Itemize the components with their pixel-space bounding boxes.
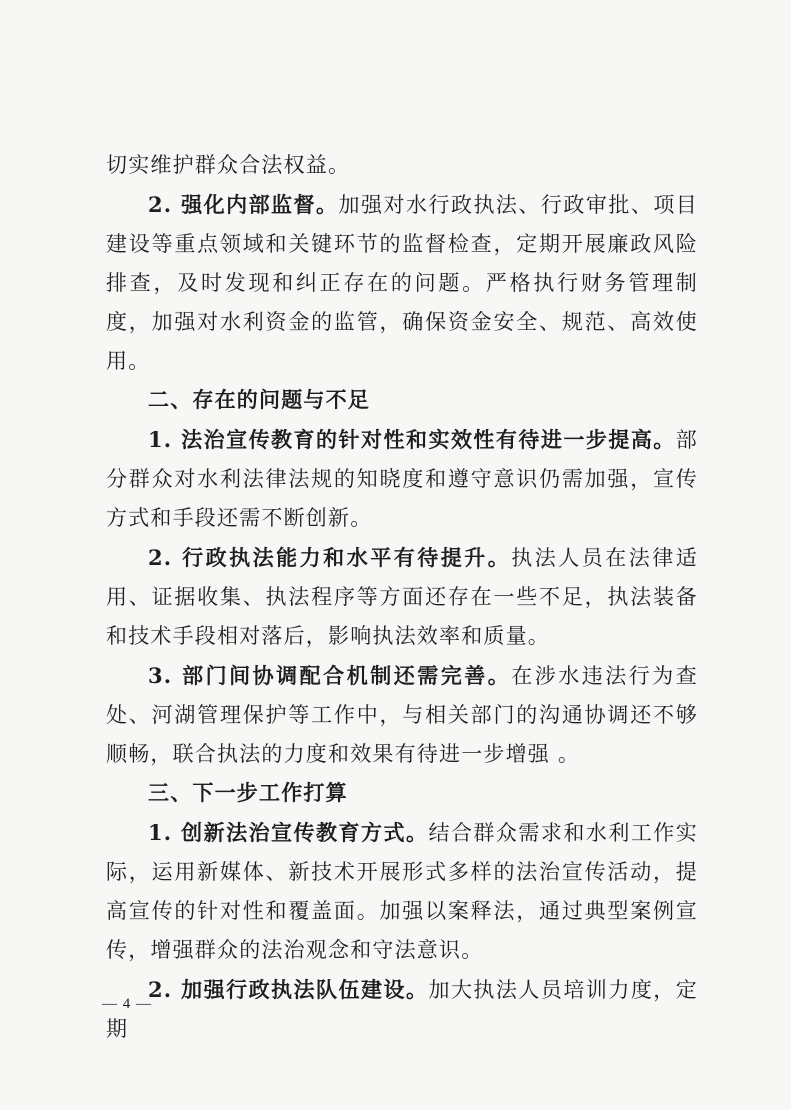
paragraph-text: 结合群众需求和水利工作实际，运用新媒体、新技术开展形式多样的法治宣传活动，提高宣传的针对性和覆盖面。加强以案释法，通过典型案例宣传，增强群众的法治观念和守法意识。 [106,821,698,962]
paragraph-continuation [106,146,698,185]
paragraph-text: 切实维护群众合法权益。 [106,153,351,177]
paragraph-text: 执法人员在法律适用、证据收集、执法程序等方面还存在一些不足，执法装备和技术手段相对落后，影响执法效率和质量。 [106,546,698,648]
section-heading-problems: 二、存在的问题与不足 [148,388,370,412]
paragraph-text: 加强对水行政执法、行政审批、项目建设等重点领域和关键环节的监督检查，定期开展廉政风险排查，及时发现和纠正存在的问题。严格执行财务管理制度，加强对水利资金的监管，确保资金安全、规范、高效使用。 [106,193,699,373]
paragraph-lead: 1. 创新法治宣传教育方式。 [148,820,429,845]
paragraph-text: 加大执法人员培训力度，定期 [106,978,698,1041]
paragraph-plan-1 [106,813,698,970]
paragraph-problem-3 [106,656,698,774]
paragraph-plan-2 [106,970,698,1049]
page-number: — 4 — [102,996,152,1012]
section-heading-next-steps: 三、下一步工作打算 [148,781,348,805]
paragraph-lead: 1. 法治宣传教育的针对性和实效性有待进一步提高。 [148,427,676,452]
paragraph-lead: 2. 行政执法能力和水平有待提升。 [148,545,512,570]
paragraph-lead: 3. 部门间协调配合机制还需完善。 [148,663,512,688]
paragraph-text: 部分群众对水利法律法规的知晓度和遵守意识仍需加强，宣传方式和手段还需不断创新。 [106,428,698,530]
document-body [106,146,698,1049]
paragraph-lead: 2. 强化内部监督。 [148,192,339,217]
paragraph-internal-supervision [106,185,698,381]
paragraph-text: 在涉水违法行为查处、河湖管理保护等工作中，与相关部门的沟通协调还不够顺畅，联合执法的力度和效果有待进一步增强 。 [106,664,698,766]
paragraph-lead: 2. 加强行政执法队伍建设。 [148,977,429,1002]
paragraph-problem-1 [106,420,698,538]
paragraph-problem-2 [106,538,698,656]
